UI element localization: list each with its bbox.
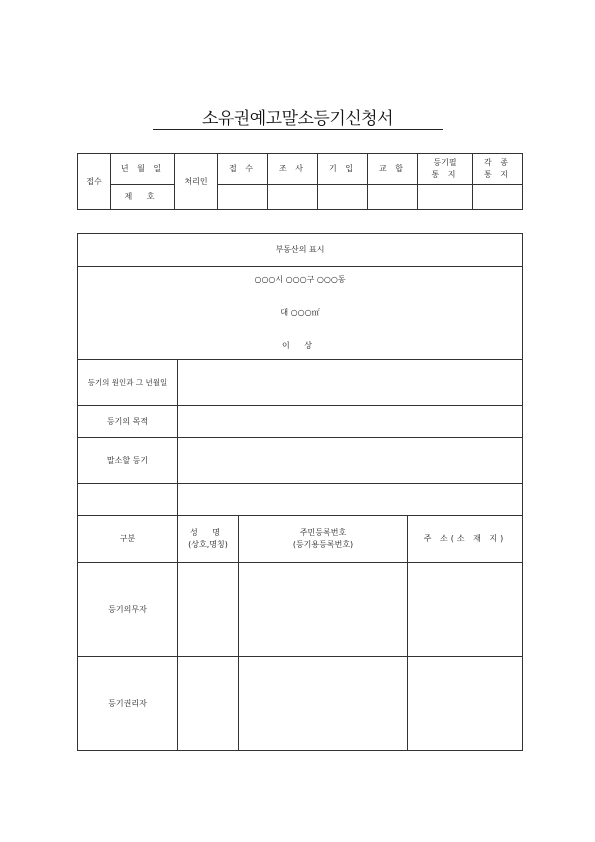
collation-column-label: 교 합 [368,154,418,185]
obligor-address-cell[interactable] [408,563,523,657]
blank-input[interactable] [178,484,523,516]
registration-notice-line2: 통 지 [431,170,459,179]
cancel-input[interactable] [178,438,523,484]
collation-cell[interactable] [368,185,418,210]
blank-label-cell [78,484,178,516]
obligor-label: 등기의무자 [78,563,178,657]
inspection-cell[interactable] [268,185,318,210]
party-name-header [178,516,239,563]
handler-label: 처리인 [175,154,218,210]
entry-cell[interactable] [318,185,368,210]
party-address-header: 주 소(소 재 지) [408,516,523,563]
party-name-header-line1: 성 명 [190,528,226,537]
application-table [77,233,523,751]
party-name-header-line2: (상호,명칭) [188,540,228,549]
date-label: 년 월 일 [111,154,175,185]
party-type-header: 구분 [78,516,178,563]
holder-id-cell[interactable] [239,657,408,751]
cancel-label: 말소할 등기 [78,438,178,484]
number-label: 제 호 [111,185,175,210]
property-description[interactable] [78,267,523,360]
various-notice-line2: 통 지 [484,170,511,179]
reception-table [77,153,523,210]
cause-label: 등기의 원인과 그 년월일 [78,360,178,406]
various-notice-line1: 각 종 [484,158,511,167]
party-id-header-line1: 주민등록번호 [299,528,347,537]
registration-notice-label [418,154,473,185]
holder-name-cell[interactable] [178,657,239,751]
receipt-cell[interactable] [218,185,268,210]
title-underline [153,129,443,130]
receipt-column-label: 접 수 [218,154,268,185]
purpose-label: 등기의 목적 [78,406,178,438]
party-id-header-line2: (등기용등록번호) [292,540,354,549]
registration-notice-cell[interactable] [418,185,473,210]
obligor-name-cell[interactable] [178,563,239,657]
inspection-column-label: 조 사 [268,154,318,185]
entry-column-label: 기 입 [318,154,368,185]
cause-input[interactable] [178,360,523,406]
registration-notice-line1: 등기필 [433,158,457,167]
property-area: 대 ○○○㎡ [280,308,320,317]
property-header: 부동산의 표시 [78,234,523,267]
party-id-header [239,516,408,563]
form-title: 소유권예고말소등기신청서 [201,109,394,129]
property-end-mark: 이 상 [282,341,319,350]
various-notice-cell[interactable] [473,185,523,210]
reception-label: 접수 [78,154,111,210]
property-address: ○○○시 ○○○구 ○○○동 [254,275,346,284]
holder-label: 등기권리자 [78,657,178,751]
various-notice-label [473,154,523,185]
obligor-id-cell[interactable] [239,563,408,657]
holder-address-cell[interactable] [408,657,523,751]
purpose-input[interactable] [178,406,523,438]
